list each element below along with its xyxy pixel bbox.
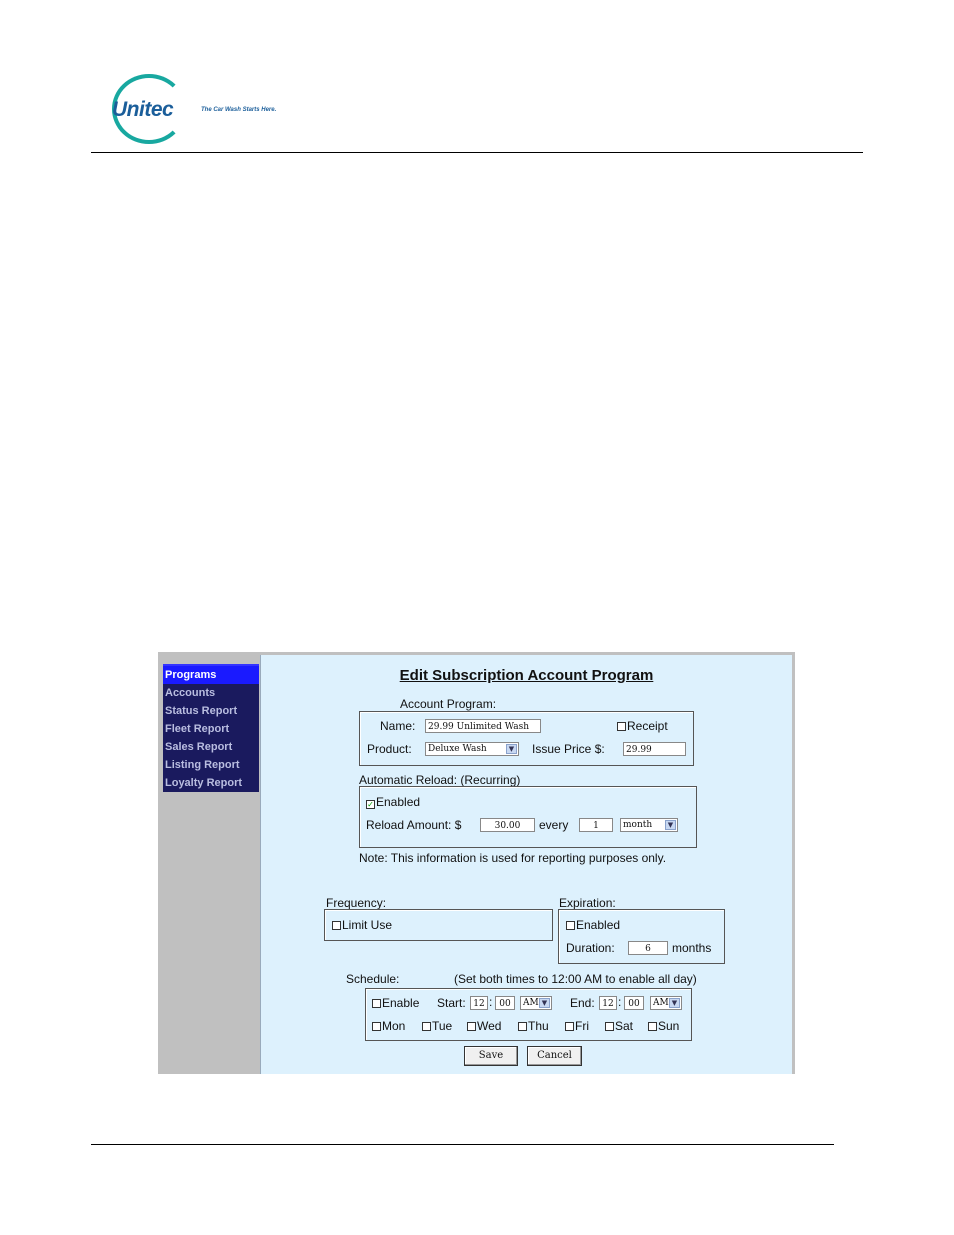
- unitec-logo: [110, 74, 192, 146]
- day-mon-group[interactable]: [372, 1019, 405, 1033]
- end-hour-input[interactable]: 12: [599, 996, 617, 1010]
- start-ampm-select[interactable]: [520, 996, 552, 1010]
- issue-price-input[interactable]: 29.99: [623, 742, 686, 756]
- account-program-label: Account Program:: [400, 697, 497, 711]
- reload-enabled-label: Enabled: [376, 795, 421, 809]
- reload-period-select[interactable]: [620, 818, 678, 832]
- end-minute-input[interactable]: 00: [624, 996, 644, 1010]
- sidebar-item-accounts[interactable]: Accounts: [165, 687, 216, 699]
- header-divider: [91, 152, 863, 153]
- day-wed-group[interactable]: [467, 1019, 501, 1033]
- app-screenshot: [158, 652, 795, 1074]
- day-label: Sat: [615, 1019, 634, 1033]
- end-colon: :: [618, 995, 622, 1009]
- name-label: Name:: [380, 719, 416, 733]
- sidebar-item-listing-report[interactable]: Listing Report: [165, 759, 240, 771]
- receipt-checkbox-group[interactable]: [617, 719, 668, 733]
- expiration-enabled-group[interactable]: [566, 918, 620, 932]
- sidebar-nav: [163, 664, 259, 792]
- day-sun-group[interactable]: [648, 1019, 679, 1033]
- reload-enabled-checkbox[interactable]: [366, 800, 375, 809]
- duration-label: Duration:: [566, 941, 615, 955]
- limit-use-label: Limit Use: [342, 918, 393, 932]
- day-fri-checkbox[interactable]: [565, 1022, 574, 1031]
- page-title: Edit Subscription Account Program: [399, 667, 654, 684]
- save-button[interactable]: Save: [464, 1046, 518, 1066]
- start-hour-input[interactable]: 12: [470, 996, 488, 1010]
- start-minute-input[interactable]: 00: [495, 996, 515, 1010]
- issue-price-label: Issue Price $:: [532, 742, 605, 756]
- schedule-label: Schedule:: [346, 972, 400, 986]
- reload-amount-input[interactable]: 30.00: [480, 818, 535, 832]
- product-select[interactable]: [425, 742, 519, 756]
- check-icon: ✓: [367, 800, 374, 809]
- logo-text: Unitec: [112, 98, 174, 121]
- start-colon: :: [489, 995, 493, 1009]
- receipt-checkbox[interactable]: [617, 722, 626, 731]
- day-label: Sun: [658, 1019, 680, 1033]
- day-wed-checkbox[interactable]: [467, 1022, 476, 1031]
- name-input[interactable]: 29.99 Unlimited Wash: [425, 719, 541, 733]
- logo-tagline: The Car Wash Starts Here.: [201, 107, 277, 113]
- reload-every-input[interactable]: 1: [579, 818, 613, 832]
- day-fri-group[interactable]: [565, 1019, 589, 1033]
- chevron-down-icon[interactable]: ▼: [669, 998, 680, 1008]
- reload-enabled-group[interactable]: [366, 795, 420, 809]
- chevron-down-icon[interactable]: ▼: [506, 744, 517, 754]
- reload-amount-label: Reload Amount: $: [366, 818, 462, 832]
- schedule-box: [365, 988, 692, 1041]
- cancel-button[interactable]: Cancel: [527, 1046, 582, 1066]
- sidebar-item-status-report[interactable]: Status Report: [165, 705, 238, 717]
- footer-divider: [91, 1144, 834, 1145]
- schedule-enable-group[interactable]: [372, 996, 419, 1010]
- frequency-label: Frequency:: [326, 896, 387, 910]
- day-label: Mon: [382, 1019, 406, 1033]
- chevron-down-icon[interactable]: ▼: [539, 998, 550, 1008]
- day-mon-checkbox[interactable]: [372, 1022, 381, 1031]
- schedule-enable-checkbox[interactable]: [372, 999, 381, 1008]
- schedule-hint: (Set both times to 12:00 AM to enable all day): [454, 972, 697, 986]
- reporting-note: Note: This information is used for reporting purposes only.: [359, 851, 667, 865]
- end-ampm-select[interactable]: [650, 996, 682, 1010]
- day-thu-group[interactable]: [518, 1019, 549, 1033]
- start-label: Start:: [437, 996, 466, 1010]
- end-ampm-value: AM: [653, 998, 669, 1008]
- chevron-down-icon[interactable]: ▼: [665, 820, 676, 830]
- limit-use-checkbox[interactable]: [332, 921, 341, 930]
- expiration-box: [558, 909, 725, 964]
- sidebar-item-fleet-report[interactable]: Fleet Report: [165, 723, 230, 735]
- automatic-reload-box: [359, 786, 697, 848]
- day-label: Thu: [528, 1019, 549, 1033]
- day-sun-checkbox[interactable]: [648, 1022, 657, 1031]
- automatic-reload-label: Automatic Reload: (Recurring): [359, 773, 521, 787]
- sidebar-item-loyalty-report[interactable]: Loyalty Report: [165, 777, 243, 789]
- day-tue-group[interactable]: [422, 1019, 452, 1033]
- day-label: Fri: [575, 1019, 589, 1033]
- day-sat-group[interactable]: [605, 1019, 633, 1033]
- duration-input[interactable]: 6: [628, 941, 668, 955]
- product-select-value: Deluxe Wash: [428, 744, 487, 754]
- limit-use-group[interactable]: [332, 918, 392, 932]
- expiration-enabled-checkbox[interactable]: [566, 921, 575, 930]
- frequency-box: [324, 909, 553, 941]
- sidebar-item-sales-report[interactable]: Sales Report: [165, 741, 233, 753]
- expiration-enabled-label: Enabled: [576, 918, 621, 932]
- months-label: months: [672, 941, 712, 955]
- day-tue-checkbox[interactable]: [422, 1022, 431, 1031]
- account-program-box: [359, 711, 694, 766]
- start-ampm-value: AM: [523, 998, 539, 1008]
- schedule-enable-label: Enable: [382, 996, 420, 1010]
- reload-period-value: month: [623, 820, 653, 830]
- form-panel: [260, 655, 792, 1074]
- day-label: Wed: [477, 1019, 502, 1033]
- end-label: End:: [570, 996, 595, 1010]
- day-sat-checkbox[interactable]: [605, 1022, 614, 1031]
- product-label: Product:: [367, 742, 412, 756]
- expiration-label: Expiration:: [559, 896, 616, 910]
- receipt-label: Receipt: [627, 719, 668, 733]
- day-label: Tue: [432, 1019, 453, 1033]
- sidebar-item-programs[interactable]: Programs: [163, 664, 259, 684]
- day-thu-checkbox[interactable]: [518, 1022, 527, 1031]
- every-label: every: [539, 818, 569, 832]
